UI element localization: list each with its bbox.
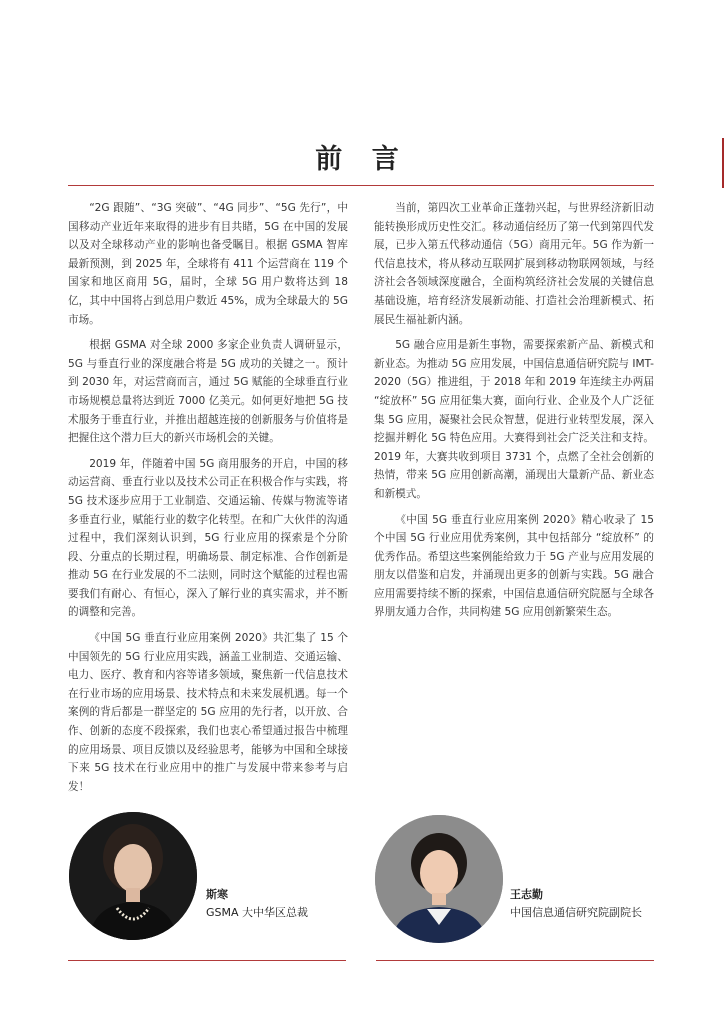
person-silhouette-icon bbox=[375, 815, 503, 943]
signatory-name: 斯寒 bbox=[206, 888, 228, 901]
signatory-name: 王志勤 bbox=[510, 888, 543, 901]
right-column bbox=[374, 199, 654, 629]
signatory-title: GSMA 大中华区总裁 bbox=[206, 906, 309, 919]
paragraph: “2G 跟随”、“3G 突破”、“4G 同步”、“5G 先行”，中国移动产业近年来取得的进步有目共睹，5G 在中国的发展以及对全球移动产业的影响也备受瞩目。根据 GSMA 智库最新预测，到 2025 年，全球将有 411 个运营商在 119 个国家和地区商用 5G，届时，全球 5G 用户数将达到 18 亿，其中中国将占到总用户数近 45%，成为全球最大的 5G 市场。 bbox=[68, 202, 348, 326]
signature-block bbox=[206, 886, 308, 922]
person-silhouette-icon bbox=[69, 812, 197, 940]
paragraph: 5G 融合应用是新生事物，需要探索新产品、新模式和新业态。为推动 5G 应用发展，中国信息通信研究院与 IMT-2020（5G）推进组，于 2018 年和 2019 年连续主办两届 “绽放杯” 5G 应用征集大赛，面向行业、企业及个人广泛征集 5G 应用，凝聚社会民众智慧，促进行业转型发展，深入挖掘并孵化 5G 特色应用。大赛得到社会广泛关注和支持。2019 年，大赛共收到项目 3731 个，点燃了全社会创新的热情，带来 5G 应用创新高潮，涌现出大量新产品、新业态和新模式。 bbox=[374, 339, 654, 500]
paragraph: 2019 年，伴随着中国 5G 商用服务的开启，中国的移动运营商、垂直行业以及技术公司正在积极合作与实践，将 5G 技术逐步应用于工业制造、交通运输、传媒与物流等诸多垂直行业，赋能行业的数字化转型。在和广大伙伴的沟通过程中，我们深刻认识到，5G 行业应用的探索是个分阶段、分重点的长期过程，明确场景、制定标准、合作创新是推动 5G 在行业发展的不二法则，同时这个赋能的过程也需要我们有耐心、有恒心，深入了解行业的真实需求，并不断的调整和完善。 bbox=[68, 457, 348, 619]
paragraph: 当前，第四次工业革命正蓬勃兴起，与世界经济新旧动能转换形成历史性交汇。移动通信经历了第一代到第四代发展，已步入第五代移动通信（5G）商用元年。5G 作为新一代信息技术，将从移动互联网扩展到移动物联网领域，与经济社会各领域深度融合，全面构筑经济社会发展的关键信息基础设施，培育经济发展新动能、打造社会治理新模式、拓展民生福祉新内涵。 bbox=[374, 202, 654, 326]
paragraph: 根据 GSMA 对全球 2000 多家企业负责人调研显示，5G 与垂直行业的深度融合将是 5G 成功的关键之一。预计到 2030 年，对运营商而言，通过 5G 赋能的全球垂直行业市场规模总量将达到近 7000 亿美元。如何更好地把 5G 技术服务于垂直行业，并推出超越连接的创新服务与价值将是把握住这个潜力巨大的新兴市场机会的关键。 bbox=[68, 339, 348, 445]
paragraph: 《中国 5G 垂直行业应用案例 2020》共汇集了 15 个中国领先的 5G 行业应用实践，涵盖工业制造、交通运输、电力、医疗、教育和内容等诸多领域，聚焦新一代信息技术在行业市场的应用场景、技术特点和未来发展机遇。每一个案例的背后都是一群坚定的 5G 应用的先行者，以开放、合作、创新的态度不段探索，我们也衷心希望通过报告中梳理的应用场景、项目反馈以及经验思考，能够为中国和全球接下来 5G 技术在行业应用中的推广与发展中带来参考与启发！ bbox=[68, 632, 348, 793]
left-column bbox=[68, 199, 348, 803]
bottom-divider-right bbox=[376, 960, 654, 961]
author-portrait-photo bbox=[375, 815, 503, 943]
page-title: 前 言 bbox=[315, 144, 409, 175]
signature-block bbox=[510, 886, 642, 922]
paragraph: 《中国 5G 垂直行业应用案例 2020》精心收录了 15 个中国 5G 行业应用优秀案例，其中包括部分 “绽放杯” 的优秀作品。希望这些案例能给致力于 5G 产业与应用发展的朋友以借鉴和启发，并涌现出更多的创新与实践。5G 融合应用需要持续不断的探索，中国信息通信研究院愿与全球各界朋友通力合作，共同构建 5G 应用创新繁荣生态。 bbox=[374, 513, 654, 619]
signatory-title: 中国信息通信研究院副院长 bbox=[510, 906, 642, 919]
bottom-divider-left bbox=[68, 960, 346, 961]
author-portrait-photo bbox=[69, 812, 197, 940]
title-divider bbox=[68, 185, 654, 186]
